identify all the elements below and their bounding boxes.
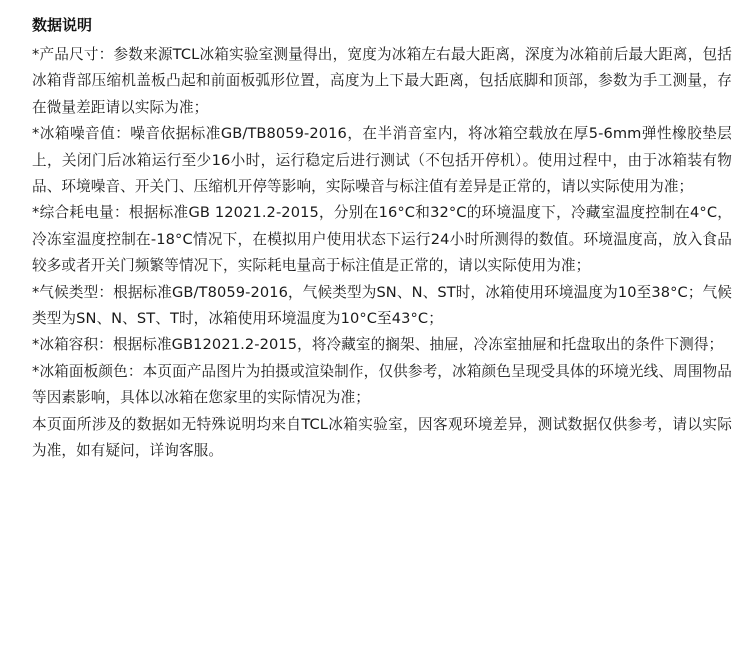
- note-power-consumption: *综合耗电量：根据标准GB 12021.2-2015，分别在16°C和32°C的环境温度下，冷藏室温度控制在4°C，冷冻室温度控制在-18°C情况下，在模拟用户使用状态下运行24小时所测得的数值。环境温度高，放入食品较多或者开关门频繁等情况下，实际耗电量高于标注值是正常的，请以实际使用为准；: [32, 204, 732, 275]
- note-data-source: 本页面所涉及的数据如无特殊说明均来自TCL冰箱实验室，因客观环境差异，测试数据仅供参考，请以实际为准，如有疑问，详询客服。: [32, 415, 732, 460]
- note-capacity: *冰箱容积：根据标准GB12021.2-2015，将冷藏室的搁架、抽屉，冷冻室抽屉和托盘取出的条件下测得；: [32, 336, 724, 354]
- page-title: 数据说明: [32, 16, 93, 34]
- note-climate-type: *气候类型：根据标准GB/T8059-2016，气候类型为SN、N、ST时，冰箱使用环境温度为10至38°C；气候类型为SN、N、ST、T时，冰箱使用环境温度为10°C至43°C；: [32, 283, 732, 328]
- note-noise-level: *冰箱噪音值：噪音依据标准GB/TB8059-2016，在半消音室内，将冰箱空载放在厚5-6mm弹性橡胶垫层上，关闭门后冰箱运行至少16小时，运行稳定后进行测试（不包括开停机）。使用过程中，由于冰箱装有物品、环境噪音、开关门、压缩机开停等影响，实际噪音与标注值有差异是正常的，请以实际使用为准；: [32, 125, 732, 196]
- note-product-dimensions: *产品尺寸：参数来源TCL冰箱实验室测量得出，宽度为冰箱左右最大距离，深度为冰箱前后最大距离，包括冰箱背部压缩机盖板凸起和前面板弧形位置，高度为上下最大距离，包括底脚和顶部，参数为手工测量，存在微量差距请以实际为准；: [32, 46, 732, 116]
- note-panel-color: *冰箱面板颜色：本页面产品图片为拍摄或渲染制作，仅供参考，冰箱颜色呈现受具体的环境光线、周围物品等因素影响，具体以冰箱在您家里的实际情况为准；: [32, 362, 732, 407]
